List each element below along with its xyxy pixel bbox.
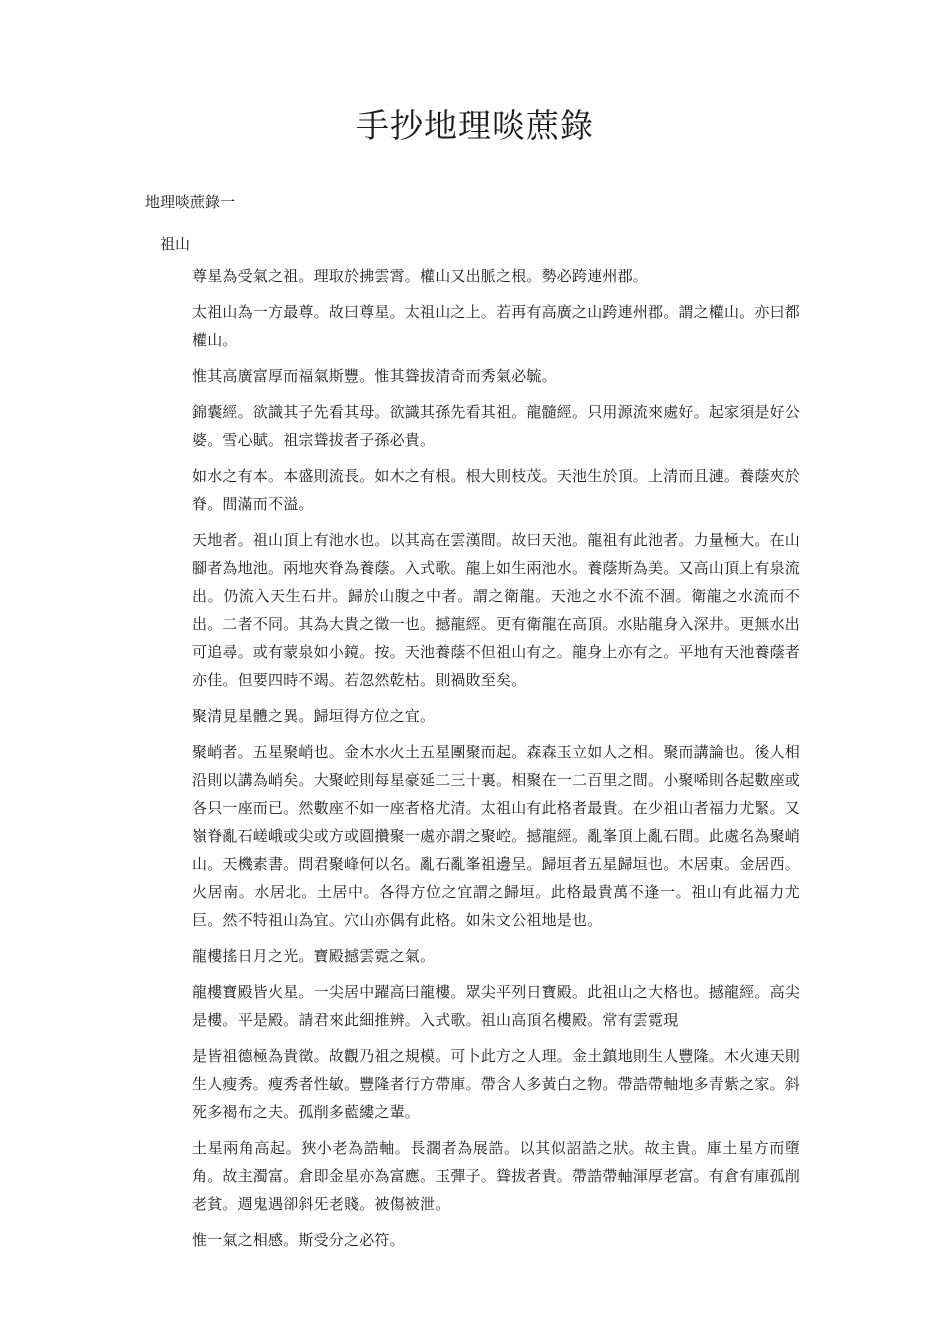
paragraph: 惟一氣之相感。斯受分之必符。	[192, 1231, 405, 1249]
paragraph: 錦囊經。欲識其子先看其母。欲識其孫先看其祖。龍髓經。只用源流來處好。起家須是好公婆。雪心賦。祖宗聳拔者子孫必貴。	[192, 403, 801, 449]
paragraph: 惟其高廣富厚而福氣斯豐。惟其聳拔清奇而秀氣必毓。	[192, 367, 557, 385]
paragraph: 太祖山為一方最尊。故曰尊星。太祖山之上。若再有高廣之山跨連州郡。謂之權山。亦曰都權山。	[192, 303, 801, 349]
section-heading: 祖山	[160, 235, 191, 253]
paragraph: 龍樓搖日月之光。寶殿撼雲霓之氣。	[192, 947, 436, 965]
body-text	[192, 262, 800, 1262]
chapter-heading: 地理啖蔗錄一	[145, 193, 236, 211]
paragraph: 聚清見星體之異。歸垣得方位之宜。	[192, 707, 436, 725]
paragraph: 土星兩角高起。狹小老為誥軸。長濶者為展誥。以其似詔誥之狀。故主貴。庫土星方而墮角。故主濁富。倉即金星亦為富應。玉彈子。聳拔者貴。帶誥帶軸渾厚老富。有倉有庫孤削老貧。週鬼遇卻斜旡老賤。被傷被泄。	[192, 1139, 801, 1213]
paragraph: 聚峭者。五星聚峭也。金木水火土五星團聚而起。森森玉立如人之相。聚而講論也。後人相沿則以講為峭矣。大聚崆則每星豪延二三十裏。相聚在一二百里之間。小聚唏則各起數座或各只一座而已。然數座不如一座者格尤清。太祖山有此格者最貴。在少祖山者福力尤緊。又嶺脊亂石嵯峨或尖或方或圓攢聚一處亦謂之聚崆。撼龍經。亂峯頂上亂石間。此處名為聚峭山。天機素書。問君聚峰何以名。亂石亂峯祖邊呈。歸垣者五星歸垣也。木居東。金居西。火居南。水居北。土居中。各得方位之宜謂之歸垣。此格最貴萬不逢一。祖山有此福力尤巨。然不特祖山為宜。穴山亦偶有此格。如朱文公祖地是也。	[192, 743, 801, 929]
paragraph: 是皆祖德極為貴徵。故觀乃祖之規模。可卜此方之人理。金土鎮地則生人豐隆。木火連天則生人瘦秀。瘦秀者性敏。豐隆者行方帶庫。帶含人多黃白之物。帶誥帶軸地多青紫之家。斜死多褐布之夫。孤削多藍縷之輩。	[192, 1047, 801, 1121]
paragraph: 如水之有本。本盛則流長。如木之有根。根大則枝茂。天池生於頂。上清而且漣。養蔭夾於脊。間滿而不溢。	[192, 467, 801, 513]
paragraph: 尊星為受氣之祖。理取於拂雲霄。權山又出脈之根。勢必跨連州郡。	[192, 267, 649, 285]
paragraph: 龍樓寶殿皆火星。一尖居中躍高曰龍樓。眾尖平列日寶殿。此祖山之大格也。撼龍經。高尖是樓。平是殿。請君來此細推辨。入式歌。祖山高頂名樓殿。常有雲霓現	[192, 983, 801, 1029]
document-title: 手抄地理啖蔗錄	[356, 106, 594, 145]
paragraph: 天地者。祖山頂上有池水也。以其高在雲漢間。故曰天池。龍祖有此池者。力量極大。在山腳者為地池。兩地夾脊為養蔭。入式歌。龍上如生兩池水。養蔭斯為美。又高山頂上有泉流出。仍流入天生石井。歸於山腹之中者。謂之衛龍。天池之水不流不涸。衛龍之水流而不出。二者不同。其為大貴之徵一也。撼龍經。更有衛龍在高頂。水貼龍身入深井。更無水出可追尋。或有蒙泉如小鏡。按。天池養蔭不但祖山有之。龍身上亦有之。平地有天池養蔭者亦佳。但要四時不竭。若忽然乾枯。則禍敗至矣。	[192, 531, 801, 689]
